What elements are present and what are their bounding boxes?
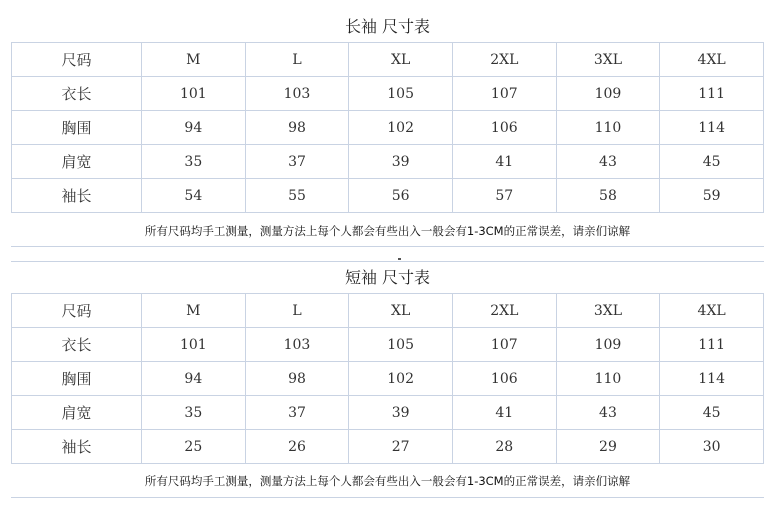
header-cell: L — [245, 294, 349, 328]
short-sleeve-note: 所有尺码均手工测量，测量方法上每个人都会有些出入一般会有1-3CM的正常误差，请亲们谅解 — [144, 474, 631, 488]
table-cell: 101 — [142, 328, 246, 362]
short-sleeve-title: 短袖 尺寸表 — [344, 268, 431, 287]
table-cell: 103 — [245, 77, 349, 111]
table-cell: 27 — [349, 430, 453, 464]
table-cell: 105 — [349, 77, 453, 111]
table-cell: 102 — [349, 362, 453, 396]
header-cell: 4XL — [660, 294, 764, 328]
table-cell: 103 — [245, 328, 349, 362]
header-cell: M — [142, 294, 246, 328]
table-cell: 107 — [452, 77, 556, 111]
long-sleeve-size-table — [11, 42, 764, 213]
table-cell: 106 — [452, 362, 556, 396]
row-label: 衣长 — [12, 77, 142, 111]
table-cell: 94 — [142, 362, 246, 396]
table-cell: 30 — [660, 430, 764, 464]
divider-mark — [398, 258, 401, 260]
table-header-row — [12, 294, 764, 328]
table-cell: 39 — [349, 396, 453, 430]
table-cell: 55 — [245, 179, 349, 213]
table-cell: 98 — [245, 362, 349, 396]
divider — [11, 261, 764, 262]
table-cell: 57 — [452, 179, 556, 213]
table-cell: 35 — [142, 145, 246, 179]
table-cell: 45 — [660, 145, 764, 179]
table-row — [12, 430, 764, 464]
header-cell: XL — [349, 294, 453, 328]
table-cell: 28 — [452, 430, 556, 464]
long-sleeve-title: 长袖 尺寸表 — [344, 17, 431, 36]
table-cell: 110 — [556, 362, 660, 396]
row-label: 肩宽 — [12, 396, 142, 430]
table-cell: 102 — [349, 111, 453, 145]
header-cell: 2XL — [452, 43, 556, 77]
table-cell: 58 — [556, 179, 660, 213]
table-cell: 39 — [349, 145, 453, 179]
row-label: 胸围 — [12, 111, 142, 145]
table-cell: 98 — [245, 111, 349, 145]
header-cell: L — [245, 43, 349, 77]
table-row — [12, 111, 764, 145]
table-row — [12, 362, 764, 396]
divider — [11, 497, 764, 498]
table-cell: 29 — [556, 430, 660, 464]
table-cell: 41 — [452, 396, 556, 430]
table-cell: 25 — [142, 430, 246, 464]
table-cell: 43 — [556, 145, 660, 179]
row-label: 袖长 — [12, 430, 142, 464]
table-cell: 114 — [660, 111, 764, 145]
table-cell: 106 — [452, 111, 556, 145]
header-cell: 3XL — [556, 294, 660, 328]
header-cell: 尺码 — [12, 43, 142, 77]
row-label: 肩宽 — [12, 145, 142, 179]
table-cell: 114 — [660, 362, 764, 396]
table-cell: 54 — [142, 179, 246, 213]
header-cell: 4XL — [660, 43, 764, 77]
table-cell: 26 — [245, 430, 349, 464]
row-label: 胸围 — [12, 362, 142, 396]
table-cell: 110 — [556, 111, 660, 145]
table-cell: 109 — [556, 328, 660, 362]
header-cell: 2XL — [452, 294, 556, 328]
header-cell: M — [142, 43, 246, 77]
table-cell: 59 — [660, 179, 764, 213]
table-row — [12, 179, 764, 213]
row-label: 衣长 — [12, 328, 142, 362]
header-cell: 尺码 — [12, 294, 142, 328]
table-row — [12, 145, 764, 179]
table-cell: 56 — [349, 179, 453, 213]
table-row — [12, 328, 764, 362]
table-cell: 105 — [349, 328, 453, 362]
table-cell: 94 — [142, 111, 246, 145]
table-row — [12, 396, 764, 430]
table-cell: 43 — [556, 396, 660, 430]
table-cell: 45 — [660, 396, 764, 430]
table-row — [12, 77, 764, 111]
table-cell: 111 — [660, 77, 764, 111]
row-label: 袖长 — [12, 179, 142, 213]
long-sleeve-note: 所有尺码均手工测量，测量方法上每个人都会有些出入一般会有1-3CM的正常误差，请亲们谅解 — [144, 224, 631, 238]
short-sleeve-size-table — [11, 293, 764, 464]
header-cell: XL — [349, 43, 453, 77]
table-cell: 37 — [245, 396, 349, 430]
table-cell: 37 — [245, 145, 349, 179]
table-cell: 41 — [452, 145, 556, 179]
table-cell: 101 — [142, 77, 246, 111]
table-cell: 107 — [452, 328, 556, 362]
table-cell: 109 — [556, 77, 660, 111]
table-cell: 111 — [660, 328, 764, 362]
divider — [11, 246, 764, 247]
table-cell: 35 — [142, 396, 246, 430]
header-cell: 3XL — [556, 43, 660, 77]
table-header-row — [12, 43, 764, 77]
